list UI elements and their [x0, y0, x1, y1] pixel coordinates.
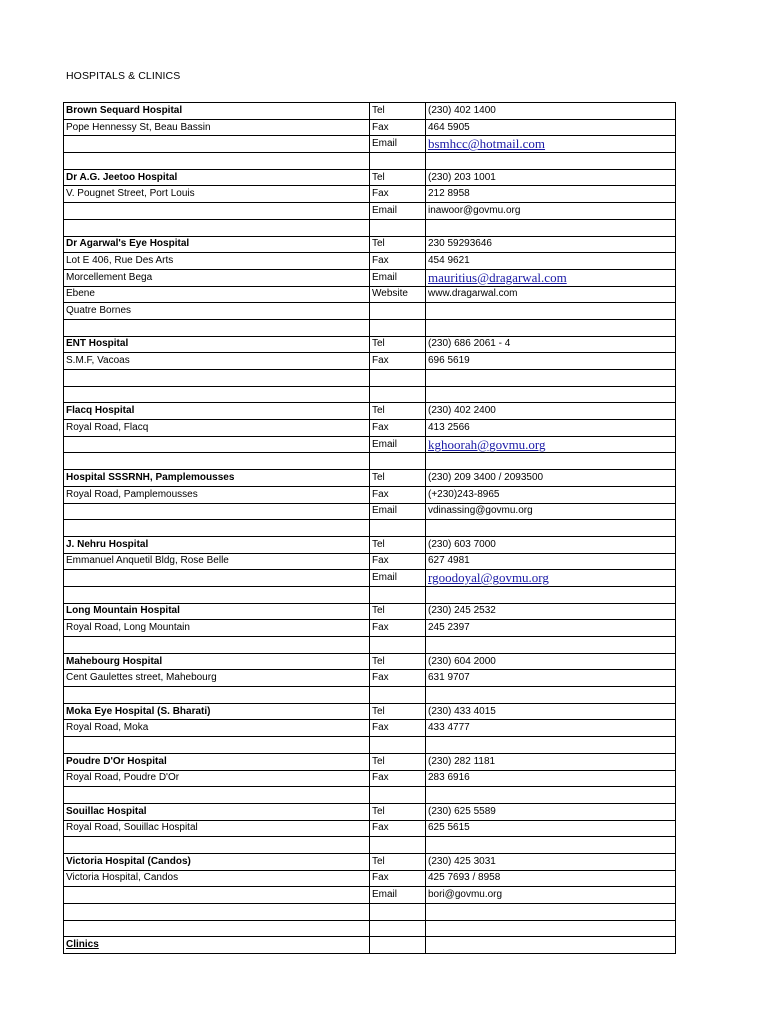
contact-value-cell	[426, 319, 676, 336]
name-address-cell: Hospital SSSRNH, Pamplemousses	[64, 470, 370, 487]
contact-value-cell: inawoor@govmu.org	[426, 203, 676, 220]
name-address-cell: Lot E 406, Rue Des Arts	[64, 253, 370, 270]
contact-value-cell	[426, 837, 676, 854]
name-address-cell: Royal Road, Long Mountain	[64, 620, 370, 637]
contact-value-cell: (230) 209 3400 / 2093500	[426, 470, 676, 487]
table-row	[64, 219, 676, 236]
table-row	[64, 637, 676, 654]
name-address-cell	[64, 787, 370, 804]
contact-value-cell: 631 9707	[426, 670, 676, 687]
contact-value-cell	[426, 904, 676, 921]
table-row	[64, 737, 676, 754]
contact-type-cell: Tel	[370, 536, 426, 553]
table-row	[64, 603, 676, 620]
table-row	[64, 420, 676, 437]
hospitals-table	[63, 102, 676, 954]
name-address-cell: J. Nehru Hospital	[64, 536, 370, 553]
contact-type-cell: Email	[370, 436, 426, 453]
table-row	[64, 153, 676, 170]
email-link[interactable]: mauritius@dragarwal.com	[426, 269, 676, 286]
name-address-cell: Souillac Hospital	[64, 803, 370, 820]
contact-value-cell: (230) 625 5589	[426, 803, 676, 820]
table-row	[64, 386, 676, 403]
contact-value-cell	[426, 787, 676, 804]
contact-type-cell: Fax	[370, 486, 426, 503]
contact-type-cell: Email	[370, 269, 426, 286]
contact-value-cell: 283 6916	[426, 770, 676, 787]
contact-value-cell	[426, 937, 676, 954]
name-address-cell	[64, 570, 370, 587]
contact-type-cell: Email	[370, 136, 426, 153]
name-address-cell: Royal Road, Moka	[64, 720, 370, 737]
name-address-cell	[64, 737, 370, 754]
contact-value-cell: (230) 425 3031	[426, 853, 676, 870]
name-address-cell	[64, 637, 370, 654]
table-row	[64, 887, 676, 904]
contact-type-cell: Fax	[370, 720, 426, 737]
contact-type-cell: Email	[370, 570, 426, 587]
table-row	[64, 103, 676, 120]
contact-type-cell: Tel	[370, 403, 426, 420]
name-address-cell	[64, 153, 370, 170]
contact-type-cell	[370, 837, 426, 854]
name-address-cell: Moka Eye Hospital (S. Bharati)	[64, 703, 370, 720]
contact-type-cell	[370, 687, 426, 704]
contact-type-cell: Fax	[370, 870, 426, 887]
table-row	[64, 436, 676, 453]
name-address-cell: Poudre D'Or Hospital	[64, 753, 370, 770]
name-address-cell: Royal Road, Flacq	[64, 420, 370, 437]
contact-type-cell: Tel	[370, 336, 426, 353]
name-address-cell: Quatre Bornes	[64, 303, 370, 320]
contact-type-cell: Fax	[370, 670, 426, 687]
contact-type-cell: Tel	[370, 236, 426, 253]
table-row	[64, 486, 676, 503]
table-row	[64, 136, 676, 153]
contact-type-cell: Tel	[370, 470, 426, 487]
contact-type-cell: Tel	[370, 803, 426, 820]
table-row	[64, 453, 676, 470]
name-address-cell	[64, 136, 370, 153]
email-link[interactable]: kghoorah@govmu.org	[426, 436, 676, 453]
table-row	[64, 169, 676, 186]
contact-type-cell: Fax	[370, 253, 426, 270]
name-address-cell: Mahebourg Hospital	[64, 653, 370, 670]
contact-type-cell	[370, 319, 426, 336]
contact-type-cell: Tel	[370, 653, 426, 670]
table-row	[64, 920, 676, 937]
name-address-cell: Dr Agarwal's Eye Hospital	[64, 236, 370, 253]
contact-type-cell: Fax	[370, 119, 426, 136]
table-row	[64, 586, 676, 603]
name-address-cell: Royal Road, Souillac Hospital	[64, 820, 370, 837]
contact-type-cell: Tel	[370, 169, 426, 186]
name-address-cell	[64, 203, 370, 220]
contact-type-cell: Tel	[370, 753, 426, 770]
contact-value-cell: vdinassing@govmu.org	[426, 503, 676, 520]
table-row	[64, 720, 676, 737]
contact-value-cell: 454 9621	[426, 253, 676, 270]
contact-value-cell: (230) 603 7000	[426, 536, 676, 553]
name-address-cell: Flacq Hospital	[64, 403, 370, 420]
name-address-cell	[64, 436, 370, 453]
contact-type-cell	[370, 737, 426, 754]
contact-type-cell	[370, 453, 426, 470]
table-row	[64, 520, 676, 537]
contact-type-cell: Fax	[370, 620, 426, 637]
contact-type-cell: Tel	[370, 103, 426, 120]
contact-value-cell: (230) 402 2400	[426, 403, 676, 420]
table-row	[64, 670, 676, 687]
contact-value-cell	[426, 637, 676, 654]
name-address-cell: Victoria Hospital (Candos)	[64, 853, 370, 870]
table-row	[64, 403, 676, 420]
name-address-cell: Victoria Hospital, Candos	[64, 870, 370, 887]
contact-value-cell	[426, 370, 676, 387]
email-link[interactable]: rgoodoyal@govmu.org	[426, 570, 676, 587]
contact-value-cell: 212 8958	[426, 186, 676, 203]
table-row	[64, 236, 676, 253]
table-row	[64, 253, 676, 270]
contact-type-cell: Email	[370, 887, 426, 904]
contact-value-cell: bori@govmu.org	[426, 887, 676, 904]
contact-value-cell	[426, 586, 676, 603]
contact-type-cell: Fax	[370, 553, 426, 570]
contact-type-cell	[370, 153, 426, 170]
table-row	[64, 753, 676, 770]
contact-value-cell: (230) 203 1001	[426, 169, 676, 186]
contact-value-cell: (230) 245 2532	[426, 603, 676, 620]
table-row	[64, 186, 676, 203]
table-row	[64, 837, 676, 854]
table-row	[64, 870, 676, 887]
contact-value-cell	[426, 920, 676, 937]
name-address-cell	[64, 370, 370, 387]
name-address-cell	[64, 687, 370, 704]
table-row	[64, 353, 676, 370]
contact-type-cell	[370, 937, 426, 954]
contact-type-cell: Website	[370, 286, 426, 303]
table-row	[64, 570, 676, 587]
contact-type-cell: Fax	[370, 186, 426, 203]
table-row	[64, 119, 676, 136]
table-row	[64, 319, 676, 336]
contact-value-cell	[426, 453, 676, 470]
contact-type-cell	[370, 370, 426, 387]
contact-type-cell: Tel	[370, 853, 426, 870]
table-row	[64, 203, 676, 220]
name-address-cell	[64, 386, 370, 403]
table-row	[64, 620, 676, 637]
contact-value-cell: 625 5615	[426, 820, 676, 837]
contact-type-cell: Email	[370, 203, 426, 220]
contact-type-cell: Fax	[370, 770, 426, 787]
name-address-cell	[64, 503, 370, 520]
contact-value-cell	[426, 219, 676, 236]
name-address-cell: Long Mountain Hospital	[64, 603, 370, 620]
contact-type-cell: Fax	[370, 353, 426, 370]
name-address-cell: Royal Road, Pamplemousses	[64, 486, 370, 503]
name-address-cell: V. Pougnet Street, Port Louis	[64, 186, 370, 203]
contact-type-cell: Fax	[370, 820, 426, 837]
name-address-cell	[64, 453, 370, 470]
contact-value-cell: 230 59293646	[426, 236, 676, 253]
table-row	[64, 336, 676, 353]
table-row	[64, 653, 676, 670]
table-row	[64, 269, 676, 286]
name-address-cell	[64, 586, 370, 603]
contact-type-cell	[370, 586, 426, 603]
contact-type-cell	[370, 637, 426, 654]
table-row	[64, 503, 676, 520]
contact-value-cell: 696 5619	[426, 353, 676, 370]
contact-value-cell: 627 4981	[426, 553, 676, 570]
contact-value-cell	[426, 687, 676, 704]
table-row	[64, 703, 676, 720]
contact-value-cell: 425 7693 / 8958	[426, 870, 676, 887]
name-address-cell: S.M.F, Vacoas	[64, 353, 370, 370]
name-address-cell: Cent Gaulettes street, Mahebourg	[64, 670, 370, 687]
contact-value-cell	[426, 386, 676, 403]
contact-value-cell: 245 2397	[426, 620, 676, 637]
name-address-cell: Morcellement Bega	[64, 269, 370, 286]
name-address-cell	[64, 219, 370, 236]
name-address-cell	[64, 904, 370, 921]
name-address-cell: Dr A.G. Jeetoo Hospital	[64, 169, 370, 186]
contact-value-cell: (230) 604 2000	[426, 653, 676, 670]
contact-type-cell	[370, 920, 426, 937]
name-address-cell: ENT Hospital	[64, 336, 370, 353]
document-title: HOSPITALS & CLINICS	[66, 70, 181, 82]
table-row	[64, 904, 676, 921]
name-address-cell	[64, 837, 370, 854]
name-address-cell	[64, 920, 370, 937]
table-row	[64, 536, 676, 553]
name-address-cell	[64, 520, 370, 537]
name-address-cell: Emmanuel Anquetil Bldg, Rose Belle	[64, 553, 370, 570]
contact-type-cell	[370, 219, 426, 236]
name-address-cell: Pope Hennessy St, Beau Bassin	[64, 119, 370, 136]
table-row	[64, 370, 676, 387]
contact-type-cell: Email	[370, 503, 426, 520]
table-row	[64, 937, 676, 954]
contact-type-cell	[370, 787, 426, 804]
contact-type-cell	[370, 520, 426, 537]
contact-value-cell: (230) 402 1400	[426, 103, 676, 120]
table-row	[64, 553, 676, 570]
email-link[interactable]: bsmhcc@hotmail.com	[426, 136, 676, 153]
contact-type-cell	[370, 904, 426, 921]
table-row	[64, 687, 676, 704]
table-row	[64, 303, 676, 320]
contact-value-cell: (+230)243-8965	[426, 486, 676, 503]
table-row	[64, 820, 676, 837]
name-address-cell	[64, 887, 370, 904]
table-row	[64, 470, 676, 487]
name-address-cell: Royal Road, Poudre D'Or	[64, 770, 370, 787]
contact-value-cell: (230) 433 4015	[426, 703, 676, 720]
contact-type-cell: Tel	[370, 703, 426, 720]
contact-type-cell: Fax	[370, 420, 426, 437]
contact-value-cell	[426, 303, 676, 320]
table-row	[64, 803, 676, 820]
contact-value-cell: 464 5905	[426, 119, 676, 136]
contact-value-cell: (230) 282 1181	[426, 753, 676, 770]
contact-value-cell: (230) 686 2061 - 4	[426, 336, 676, 353]
contact-value-cell	[426, 737, 676, 754]
contact-type-cell	[370, 386, 426, 403]
contact-value-cell	[426, 153, 676, 170]
name-address-cell: Clinics	[64, 937, 370, 954]
table-row	[64, 286, 676, 303]
name-address-cell	[64, 319, 370, 336]
contact-value-cell: www.dragarwal.com	[426, 286, 676, 303]
name-address-cell: Ebene	[64, 286, 370, 303]
name-address-cell: Brown Sequard Hospital	[64, 103, 370, 120]
table-row	[64, 770, 676, 787]
contact-type-cell	[370, 303, 426, 320]
contact-value-cell: 433 4777	[426, 720, 676, 737]
contact-value-cell: 413 2566	[426, 420, 676, 437]
contact-value-cell	[426, 520, 676, 537]
table-row	[64, 853, 676, 870]
contact-type-cell: Tel	[370, 603, 426, 620]
table-row	[64, 787, 676, 804]
